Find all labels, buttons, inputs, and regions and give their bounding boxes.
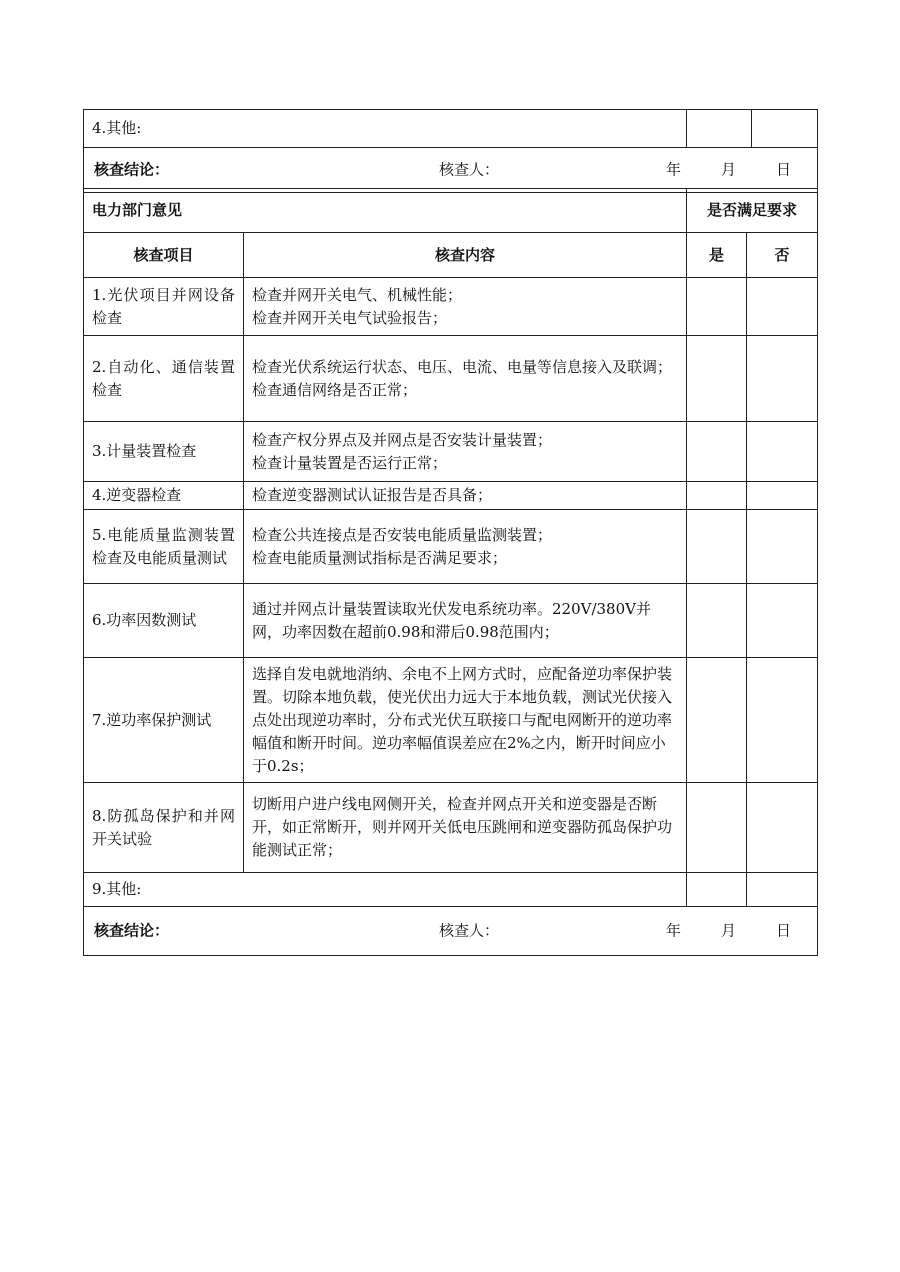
section-title: 电力部门意见: [84, 189, 687, 233]
table-row: [84, 110, 818, 148]
year-label: 年: [666, 921, 682, 940]
table-row: [84, 658, 818, 783]
content-line: 检查并网开关电气试验报告；: [252, 308, 448, 327]
no-check-cell[interactable]: [747, 482, 818, 510]
month-label: 月: [721, 921, 737, 940]
column-header-no: 否: [747, 233, 818, 278]
content-cell: [244, 584, 687, 658]
content-line: 检查逆变器测试认证报告是否具备；: [252, 486, 493, 504]
yes-check-cell[interactable]: [687, 873, 747, 907]
content-line: 通过并网点计量装置读取光伏发电系统功率。220V/380V并网，功率因数在超前0.98和滞后0.98范围内；: [252, 599, 651, 641]
table-row: [84, 584, 818, 658]
content-cell: [244, 510, 687, 584]
table-row: [84, 783, 818, 873]
content-line: 检查产权分界点及并网点是否安装计量装置；: [252, 430, 553, 449]
column-header-row: [84, 233, 818, 278]
year-label: 年: [666, 160, 682, 179]
conclusion-row: [84, 907, 818, 956]
other-item-label: 4.其他:: [84, 110, 687, 148]
table-row: [84, 873, 818, 907]
checker-label: 核查人：: [439, 921, 500, 940]
month-label: 月: [721, 160, 737, 179]
content-line: 检查并网开关电气、机械性能；: [252, 285, 463, 304]
table-row: [84, 278, 818, 336]
other-item-label: 9.其他:: [84, 873, 687, 907]
item-cell: 5.电能质量监测装置检查及电能质量测试: [84, 510, 244, 584]
content-cell: [244, 422, 687, 482]
checker-label: 核查人：: [439, 160, 500, 179]
content-line: 切断用户进户线电网侧开关，检查并网点开关和逆变器是否断开，如正常断开，则并网开关低电压跳闸和逆变器防孤岛保护功能测试正常；: [252, 795, 673, 859]
content-cell: [244, 336, 687, 422]
item-cell: 7.逆功率保护测试: [84, 658, 244, 783]
yes-check-cell[interactable]: [687, 110, 752, 148]
yes-check-cell[interactable]: [687, 482, 747, 510]
no-check-cell[interactable]: [747, 278, 818, 336]
table-row: [84, 482, 818, 510]
yes-check-cell[interactable]: [687, 658, 747, 783]
no-check-cell[interactable]: [747, 584, 818, 658]
yes-check-cell[interactable]: [687, 336, 747, 422]
no-check-cell[interactable]: [747, 783, 818, 873]
power-dept-table: [83, 188, 818, 956]
no-check-cell[interactable]: [747, 336, 818, 422]
yes-check-cell[interactable]: [687, 783, 747, 873]
item-cell: 6.功率因数测试: [84, 584, 244, 658]
table-row: [84, 336, 818, 422]
top-check-table: [83, 109, 818, 193]
column-header-item: 核查项目: [84, 233, 244, 278]
item-cell: 8.防孤岛保护和并网开关试验: [84, 783, 244, 873]
satisfy-header: 是否满足要求: [687, 189, 818, 233]
no-check-cell[interactable]: [752, 110, 818, 148]
content-line: 检查光伏系统运行状态、电压、电流、电量等信息接入及联调；: [252, 357, 673, 376]
no-check-cell[interactable]: [747, 873, 818, 907]
content-line: 选择自发电就地消纳、余电不上网方式时，应配备逆功率保护装置。切除本地负载，使光伏出力远大于本地负载，测试光伏接入点处出现逆功率时，分布式光伏互联接口与配电网断开的逆功率幅值和断开时间。逆功率幅值误差应在2%之内，断开时间应小于0.2s；: [252, 664, 673, 775]
conclusion-label: 核查结论：: [94, 921, 170, 940]
item-cell: 1.光伏项目并网设备检查: [84, 278, 244, 336]
section-header-row: [84, 189, 818, 233]
day-label: 日: [776, 160, 792, 179]
conclusion-row: [84, 148, 818, 193]
content-cell: [244, 482, 687, 510]
item-cell: 2.自动化、通信装置检查: [84, 336, 244, 422]
no-check-cell[interactable]: [747, 658, 818, 783]
yes-check-cell[interactable]: [687, 422, 747, 482]
table-row: [84, 422, 818, 482]
item-cell: 4.逆变器检查: [84, 482, 244, 510]
content-cell: [244, 278, 687, 336]
conclusion-label: 核查结论：: [94, 160, 170, 179]
yes-check-cell[interactable]: [687, 584, 747, 658]
item-cell: 3.计量装置检查: [84, 422, 244, 482]
no-check-cell[interactable]: [747, 510, 818, 584]
yes-check-cell[interactable]: [687, 510, 747, 584]
content-line: 检查公共连接点是否安装电能质量监测装置；: [252, 525, 553, 544]
content-cell: [244, 658, 687, 783]
content-line: 检查通信网络是否正常；: [252, 380, 418, 399]
column-header-yes: 是: [687, 233, 747, 278]
table-row: [84, 510, 818, 584]
content-line: 检查电能质量测试指标是否满足要求；: [252, 548, 508, 567]
no-check-cell[interactable]: [747, 422, 818, 482]
conclusion-cell: [84, 907, 818, 956]
conclusion-cell: [84, 148, 818, 193]
content-cell: [244, 783, 687, 873]
day-label: 日: [776, 921, 792, 940]
yes-check-cell[interactable]: [687, 278, 747, 336]
column-header-content: 核查内容: [244, 233, 687, 278]
content-line: 检查计量装置是否运行正常；: [252, 453, 448, 472]
